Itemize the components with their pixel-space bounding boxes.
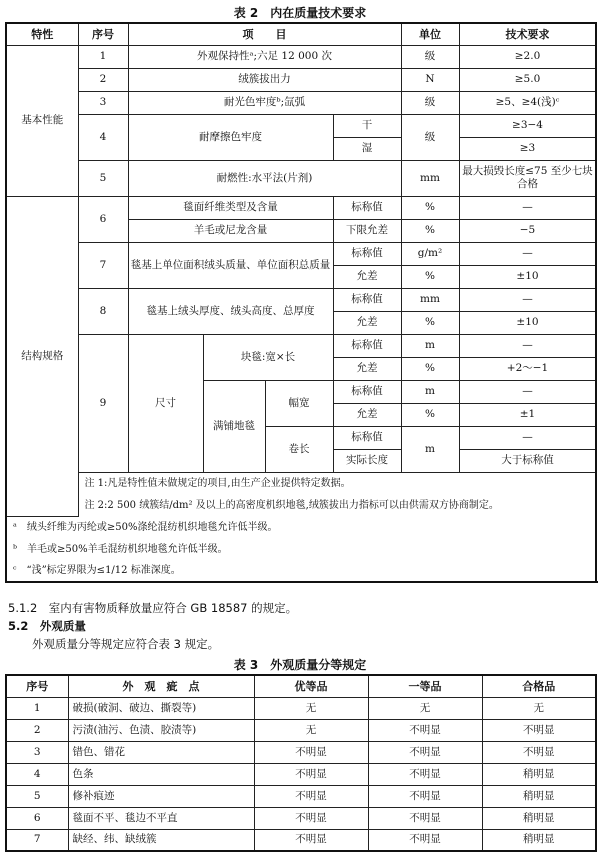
cell-defect: 毯面不平、毯边不平直 bbox=[68, 807, 254, 829]
row-unit: g/m² bbox=[401, 242, 459, 265]
row-item: 毯基上单位面积绒头质量、单位面积总质量 bbox=[128, 242, 333, 288]
note: 注 2:2 500 绒簇结/dm² 及以上的高密度机织地毯,绒簇拔出力指标可以由供需双方协商制定。 bbox=[78, 494, 596, 516]
row-unit: m bbox=[401, 380, 459, 403]
group-basic: 基本性能 bbox=[6, 45, 78, 196]
footnote: ᵃ 绒头纤维为丙纶或≥50%涤纶混纺机织地毯允许低半级。 bbox=[6, 516, 596, 538]
header-item: 项 目 bbox=[128, 23, 401, 45]
cell-number: 4 bbox=[6, 763, 68, 785]
row-unit: % bbox=[401, 196, 459, 219]
row-unit: 级 bbox=[401, 45, 459, 68]
row-req: ±10 bbox=[459, 311, 596, 334]
row-item: 毯面纤维类型及含量 bbox=[128, 196, 333, 219]
row-item: 毯基上绒头厚度、绒头高度、总厚度 bbox=[128, 288, 333, 334]
table2 bbox=[5, 22, 597, 583]
header-unit: 单位 bbox=[401, 23, 459, 45]
row-req: −5 bbox=[459, 219, 596, 242]
cell-defect: 污渍(油污、色渍、胶渍等) bbox=[68, 719, 254, 741]
cell-number: 2 bbox=[6, 719, 68, 741]
row-item: 耐光色牢度ᵇ;氙弧 bbox=[128, 91, 401, 114]
cell-superior: 不明显 bbox=[254, 785, 368, 807]
row-req: 大于标称值 bbox=[459, 449, 596, 472]
cell-first-grade: 不明显 bbox=[368, 741, 482, 763]
row-req: — bbox=[459, 334, 596, 357]
cell-defect: 破损(破洞、破边、撕裂等) bbox=[68, 697, 254, 719]
block-carpet-size: 块毯:宽×长 bbox=[203, 334, 333, 380]
row-sub: 标称值 bbox=[333, 196, 401, 219]
row-req: — bbox=[459, 288, 596, 311]
group-struct: 结构规格 bbox=[6, 196, 78, 516]
row-sub: 允差 bbox=[333, 265, 401, 288]
row-req: ≥3−4 bbox=[459, 114, 596, 137]
row-unit: % bbox=[401, 219, 459, 242]
table-row bbox=[6, 763, 596, 785]
row-item: 外观保持性ᵃ;六足 12 000 次 bbox=[128, 45, 401, 68]
header-qualified: 合格品 bbox=[482, 675, 596, 697]
row-req: ≥5、≥4(浅)ᶜ bbox=[459, 91, 596, 114]
cell-qualified: 不明显 bbox=[482, 719, 596, 741]
cell-number: 7 bbox=[6, 829, 68, 851]
row-req: — bbox=[459, 196, 596, 219]
row-sub: 下限允差 bbox=[333, 219, 401, 242]
table-row bbox=[6, 697, 596, 719]
cell-number: 6 bbox=[6, 807, 68, 829]
cell-defect: 缺经、纬、缺绒簇 bbox=[68, 829, 254, 851]
row-sub: 标称值 bbox=[333, 426, 401, 449]
table-row bbox=[6, 807, 596, 829]
roll-carpet: 满铺地毯 bbox=[203, 380, 265, 472]
cell-superior: 不明显 bbox=[254, 829, 368, 851]
row-sub: 湿 bbox=[333, 137, 401, 160]
row-number: 5 bbox=[78, 160, 128, 196]
cell-first-grade: 不明显 bbox=[368, 763, 482, 785]
roll-length: 卷长 bbox=[265, 426, 333, 472]
row-sub: 允差 bbox=[333, 311, 401, 334]
row-unit: mm bbox=[401, 160, 459, 196]
row-req: ±1 bbox=[459, 403, 596, 426]
row-req: 最大损毁长度≤75 至少七块合格 bbox=[459, 160, 596, 196]
row-number: 6 bbox=[78, 196, 128, 242]
row-sub: 干 bbox=[333, 114, 401, 137]
cell-superior: 不明显 bbox=[254, 807, 368, 829]
header-superior: 优等品 bbox=[254, 675, 368, 697]
row-req: ≥2.0 bbox=[459, 45, 596, 68]
row-unit: 级 bbox=[401, 114, 459, 160]
cell-superior: 不明显 bbox=[254, 763, 368, 785]
row-item: 耐燃性:水平法(片剂) bbox=[128, 160, 401, 196]
row-number: 7 bbox=[78, 242, 128, 288]
table-row bbox=[6, 829, 596, 851]
cell-defect: 错色、错花 bbox=[68, 741, 254, 763]
cell-qualified: 不明显 bbox=[482, 741, 596, 763]
row-unit: % bbox=[401, 403, 459, 426]
row-number: 9 bbox=[78, 334, 128, 472]
cell-qualified: 稍明显 bbox=[482, 763, 596, 785]
row-req: ≥3 bbox=[459, 137, 596, 160]
cell-qualified: 无 bbox=[482, 697, 596, 719]
footnote: ᵇ 羊毛或≥50%羊毛混纺机织地毯允许低半级。 bbox=[6, 538, 596, 560]
cell-number: 1 bbox=[6, 697, 68, 719]
row-req: ±10 bbox=[459, 265, 596, 288]
header-first-grade: 一等品 bbox=[368, 675, 482, 697]
row-sub: 允差 bbox=[333, 403, 401, 426]
row-number: 4 bbox=[78, 114, 128, 160]
cell-defect: 修补痕迹 bbox=[68, 785, 254, 807]
cell-number: 3 bbox=[6, 741, 68, 763]
section-heading-5-2: 5.2 外观质量 bbox=[8, 619, 86, 633]
row-sub: 标称值 bbox=[333, 242, 401, 265]
row-sub: 标称值 bbox=[333, 288, 401, 311]
row-item: 绒簇拔出力 bbox=[128, 68, 401, 91]
row-sub: 标称值 bbox=[333, 334, 401, 357]
cell-first-grade: 不明显 bbox=[368, 719, 482, 741]
row-item: 耐摩擦色牢度 bbox=[128, 114, 333, 160]
cell-first-grade: 不明显 bbox=[368, 785, 482, 807]
cell-defect: 色条 bbox=[68, 763, 254, 785]
roll-width: 幅宽 bbox=[265, 380, 333, 426]
cell-qualified: 稍明显 bbox=[482, 807, 596, 829]
table-row bbox=[6, 785, 596, 807]
cell-superior: 无 bbox=[254, 697, 368, 719]
note: 注 1:凡是特性值未做规定的项目,由生产企业提供特定数据。 bbox=[78, 472, 596, 494]
footnote: ᶜ “浅”标定界限为≤1/12 标准深度。 bbox=[6, 560, 596, 582]
table-row bbox=[6, 741, 596, 763]
row-sub: 允差 bbox=[333, 357, 401, 380]
para-appearance: 外观质量分等规定应符合表 3 规定。 bbox=[32, 637, 220, 651]
cell-number: 5 bbox=[6, 785, 68, 807]
header-requirement: 技术要求 bbox=[459, 23, 596, 45]
row-unit: % bbox=[401, 357, 459, 380]
table3 bbox=[5, 674, 597, 852]
para-5-1-2: 5.1.2 室内有害物质释放量应符合 GB 18587 的规定。 bbox=[8, 601, 298, 615]
table2-title: 表 2 内在质量技术要求 bbox=[233, 6, 367, 20]
table2-header-row bbox=[6, 23, 596, 45]
row-req: +2～−1 bbox=[459, 357, 596, 380]
row-req: — bbox=[459, 380, 596, 403]
row-req: ≥5.0 bbox=[459, 68, 596, 91]
cell-superior: 不明显 bbox=[254, 741, 368, 763]
header-characteristic: 特性 bbox=[6, 23, 78, 45]
row-number: 1 bbox=[78, 45, 128, 68]
row-unit: mm bbox=[401, 288, 459, 311]
row-unit: % bbox=[401, 265, 459, 288]
header-number: 序号 bbox=[6, 675, 68, 697]
row-number: 2 bbox=[78, 68, 128, 91]
row-unit: m bbox=[401, 334, 459, 357]
row-unit: N bbox=[401, 68, 459, 91]
row-unit: % bbox=[401, 311, 459, 334]
row-sub: 实际长度 bbox=[333, 449, 401, 472]
cell-first-grade: 不明显 bbox=[368, 807, 482, 829]
table3-title: 表 3 外观质量分等规定 bbox=[233, 658, 367, 672]
row-number: 3 bbox=[78, 91, 128, 114]
row-sub: 标称值 bbox=[333, 380, 401, 403]
row-req: — bbox=[459, 242, 596, 265]
row-item: 尺寸 bbox=[128, 334, 203, 472]
header-defect: 外 观 疵 点 bbox=[68, 675, 254, 697]
cell-superior: 无 bbox=[254, 719, 368, 741]
row-item: 羊毛或尼龙含量 bbox=[128, 219, 333, 242]
table3-header-row bbox=[6, 675, 596, 697]
cell-qualified: 稍明显 bbox=[482, 829, 596, 851]
header-number: 序号 bbox=[78, 23, 128, 45]
row-number: 8 bbox=[78, 288, 128, 334]
cell-qualified: 稍明显 bbox=[482, 785, 596, 807]
row-unit: m bbox=[401, 426, 459, 472]
row-req: — bbox=[459, 426, 596, 449]
row-unit: 级 bbox=[401, 91, 459, 114]
cell-first-grade: 无 bbox=[368, 697, 482, 719]
cell-first-grade: 不明显 bbox=[368, 829, 482, 851]
table-row bbox=[6, 719, 596, 741]
